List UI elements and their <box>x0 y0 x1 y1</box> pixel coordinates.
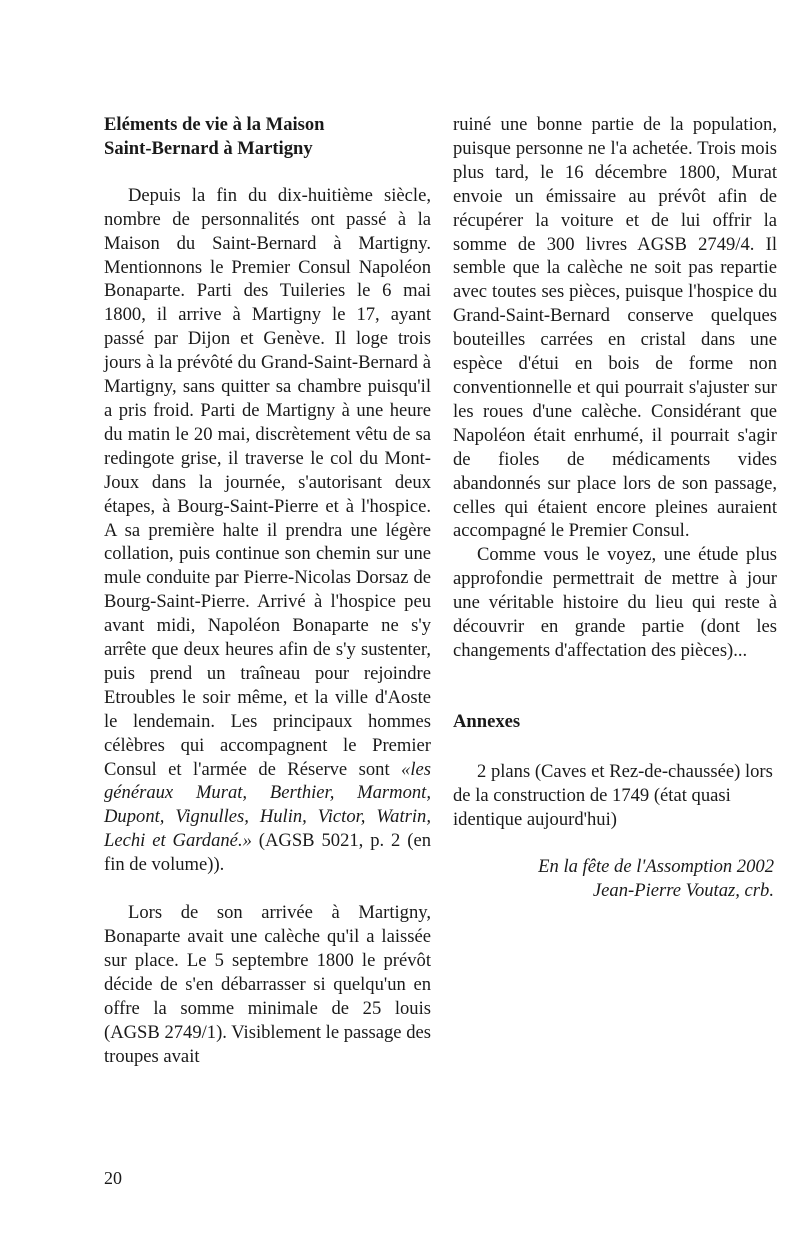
archive-reference: (AGSB 5021, p. 2 (en fin de volume)). <box>104 830 431 876</box>
section-title-line2: Saint-Bernard à Martigny <box>104 137 313 159</box>
signature-author: Jean-Pierre Voutaz, crb. <box>592 880 774 902</box>
section-title-line1: Eléments de vie à la Maison <box>104 114 325 135</box>
annexes-description: 2 plans (Caves et Rez-de-chaussée) lors de la construction de 1749 (état quasi identique aujourd'hui) <box>453 760 773 830</box>
paragraph-napoleon-visit <box>104 184 431 877</box>
left-column <box>104 113 431 1068</box>
generals-quote: «les généraux Murat, Berthier, Marmont, Dupont, Vignulles, Hulin, Victor, Watrin, Lechi et Gardané.» <box>104 758 431 852</box>
page-number: 20 <box>104 1168 122 1188</box>
annexes-heading: Annexes <box>453 710 521 732</box>
paragraph-caleche: Lors de son arrivée à Martigny, Bonaparte avait une calèche qu'il a laissée sur place. Le 5 septembre 1800 le prévôt décide de s'en débarrasser si quelqu'un en offre la somme minimale de 25 louis (AGSB 2749/1). Visiblement le passage des troupes avait <box>104 902 431 1067</box>
signature-block <box>453 855 777 903</box>
section-title <box>104 113 431 161</box>
paragraph-conclusion: Comme vous le voyez, une étude plus approfondie permettrait de mettre à jour une véritable histoire du lieu qui reste à découvrir en grande partie (dont les changements d'affectation des pièces)... <box>453 544 777 661</box>
signature-date: En la fête de l'Assomption 2002 <box>538 856 774 878</box>
paragraph-napoleon-visit-text: Depuis la fin du dix-huitième siècle, nombre de personnalités ont passé à la Maison du Saint-Bernard à Martigny. Mentionnons le Premier Consul Napoléon Bonaparte. Parti des Tuileries le 6 mai 1800, il arrive à Martigny le 17, ayant passé par Dijon et Genève. Il loge trois jours à la prévôté du Grand-Saint-Bernard à Martigny, sans quitter sa chambre puisqu'il a pris froid. Parti de Martigny à une heure du matin le 20 mai, discrètement vêtu de sa redingote grise, il traverse le col du Mont-Joux dans la journée, s'autorisant deux étapes, à Bourg-Saint-Pierre et à l'hospice. A sa première halte il prendra une légère collation, puis continue son chemin sur une mule conduite par Pierre-Nicolas Dorsaz de Bourg-Saint-Pierre. Arrivé à l'hospice peu avant midi, Napoléon Bonaparte ne s'y arrête que deux heures afin de s'y sustenter, puis prend un traîneau pour rejoindre Etroubles le soir même, et la ville d'Aoste le lendemain. Les principaux hommes célèbres qui accompagnent le Premier Consul et l'armée de Réserve sont <box>104 184 431 780</box>
paragraph-caleche-continued: ruiné une bonne partie de la population, puisque personne ne l'a achetée. Trois mois plus tard, le 16 décembre 1800, Murat envoie un émissaire au prévôt afin de récupérer la voiture et de lui offrir la somme de 300 livres AGSB 2749/4. Il semble que la calèche ne soit pas repartie avec toutes ses pièces, puisque l'hospice du Grand-Saint-Bernard conserve quelques bouteilles carrées en cristal dans une espèce d'étui en bois de forme non conventionnelle et qui pourrait s'ajuster sur les roues d'une calèche. Considérant que Napoléon était enrhumé, il pourrait s'agir de fioles de médicaments vides abandonnés sur place lors de son passage, celles qui étaient encore pleines auraient accompagné le Premier Consul. <box>453 114 777 542</box>
right-column <box>453 113 777 903</box>
